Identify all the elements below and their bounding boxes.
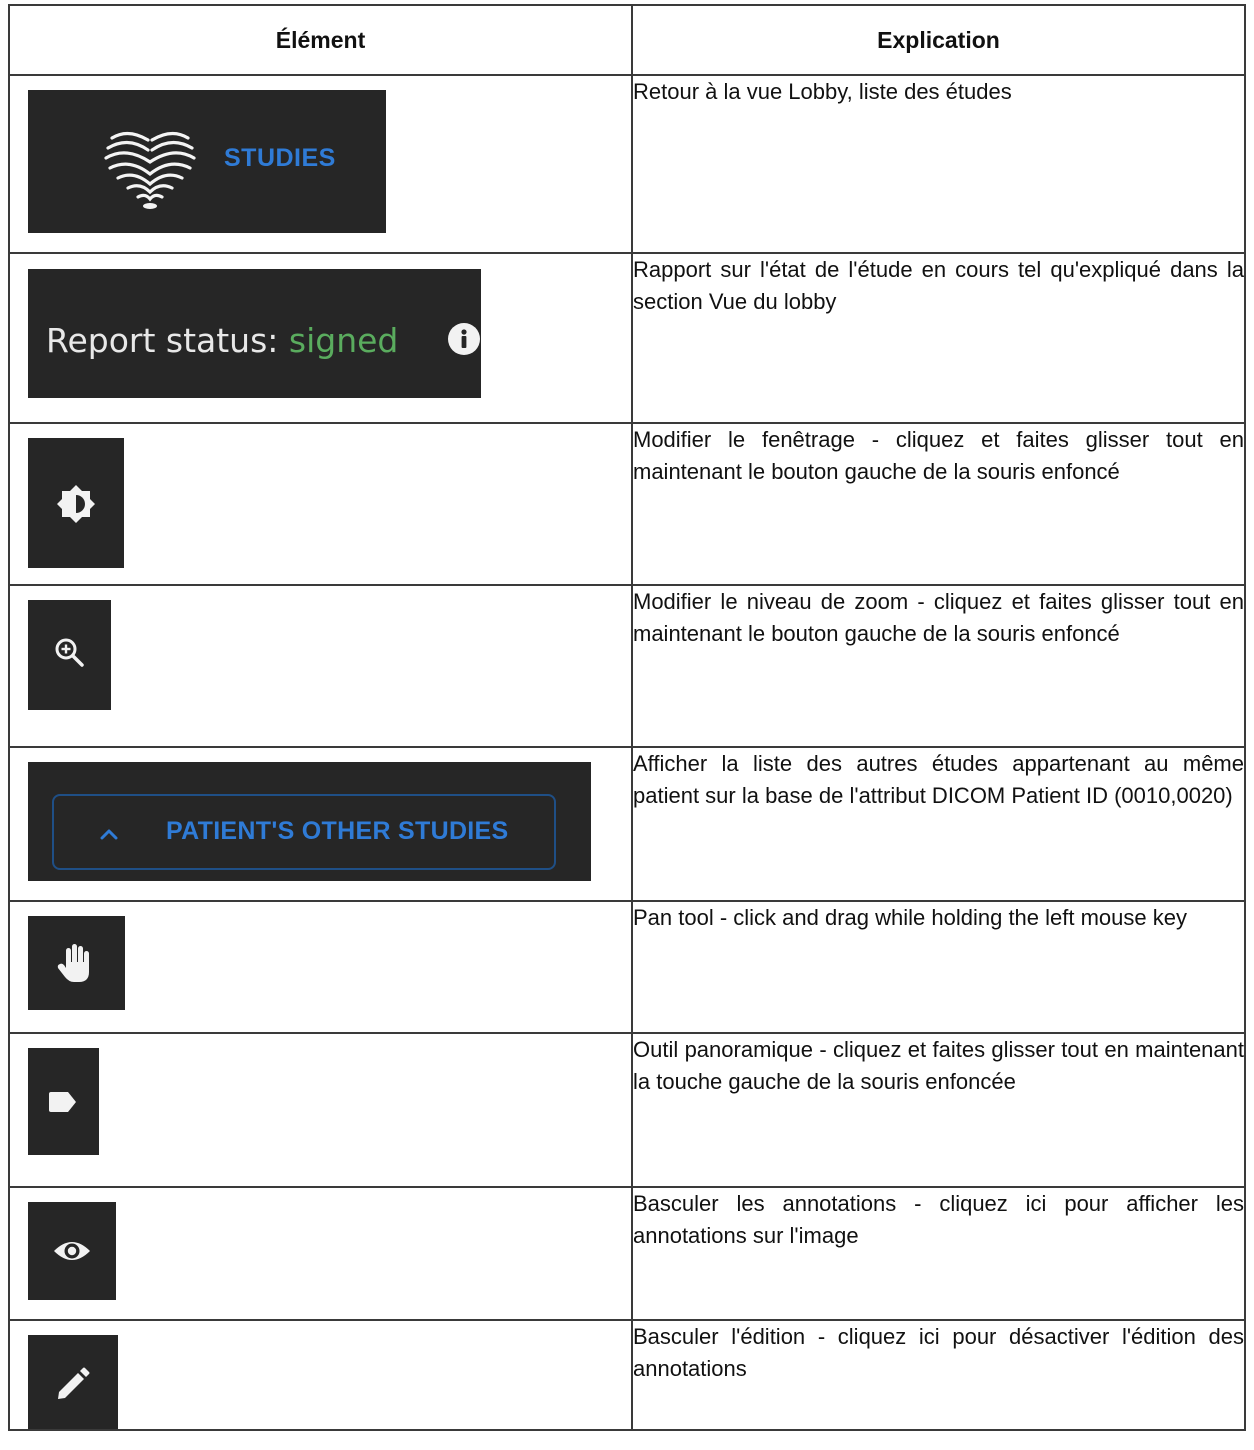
header-element: Élément: [9, 5, 632, 75]
toggle-edit-button[interactable]: [28, 1335, 118, 1429]
report-status-panel: [28, 269, 481, 398]
table-row: [9, 1033, 1245, 1187]
studies-label: STUDIES: [224, 144, 336, 172]
toggle-annotations-button[interactable]: [28, 1202, 116, 1300]
table-row: [9, 75, 1245, 253]
report-status-label: Report status:: [46, 321, 279, 360]
help-table: [8, 4, 1246, 1431]
explanation-cell: Basculer l'édition - cliquez ici pour désactiver l'édition des annotations: [632, 1320, 1245, 1430]
explanation-cell: Retour à la vue Lobby, liste des études: [632, 75, 1245, 253]
chevron-up-icon: [100, 818, 118, 848]
heart-waves-logo-icon: [90, 100, 210, 220]
explanation-cell: Outil panoramique - cliquez et faites glisser tout en maintenant la touche gauche de la souris enfoncée: [632, 1033, 1245, 1187]
info-icon[interactable]: [448, 323, 480, 355]
table-row: [9, 1320, 1245, 1430]
explanation-cell: Afficher la liste des autres études appartenant au même patient sur la base de l'attribut DICOM Patient ID (0010,0020): [632, 747, 1245, 901]
pan-button[interactable]: [28, 916, 125, 1010]
patient-other-studies-label: PATIENT'S OTHER STUDIES: [166, 817, 509, 845]
report-status-value: signed: [288, 321, 399, 360]
studies-button[interactable]: [28, 90, 386, 233]
table-row: [9, 253, 1245, 423]
explanation-cell: Pan tool - click and drag while holding the left mouse key: [632, 901, 1245, 1033]
pan-hand-icon: [56, 942, 94, 984]
table-row: [9, 1187, 1245, 1320]
patient-other-studies-button[interactable]: [52, 794, 556, 870]
windowing-button[interactable]: [28, 438, 124, 568]
label-tool-button[interactable]: [28, 1048, 99, 1155]
zoom-button[interactable]: [28, 600, 111, 710]
table-row: [9, 901, 1245, 1033]
table-row: [9, 423, 1245, 585]
explanation-cell: Basculer les annotations - cliquez ici pour afficher les annotations sur l'image: [632, 1187, 1245, 1320]
label-tag-icon: [48, 1090, 78, 1114]
zoom-in-icon: [53, 636, 85, 668]
table-row: [9, 747, 1245, 901]
eye-icon: [52, 1237, 92, 1265]
explanation-cell: Modifier le fenêtrage - cliquez et faites glisser tout en maintenant le bouton gauche de la souris enfoncé: [632, 423, 1245, 585]
header-row: [9, 5, 1245, 75]
table-row: [9, 585, 1245, 747]
explanation-cell: Modifier le niveau de zoom - cliquez et faites glisser tout en maintenant le bouton gauche de la souris enfoncé: [632, 585, 1245, 747]
pencil-icon: [56, 1367, 90, 1401]
explanation-cell: Rapport sur l'état de l'étude en cours tel qu'expliqué dans la section Vue du lobby: [632, 253, 1245, 423]
other-studies-panel: [28, 762, 591, 881]
header-explanation: Explication: [632, 5, 1245, 75]
brightness-icon: [56, 484, 96, 524]
